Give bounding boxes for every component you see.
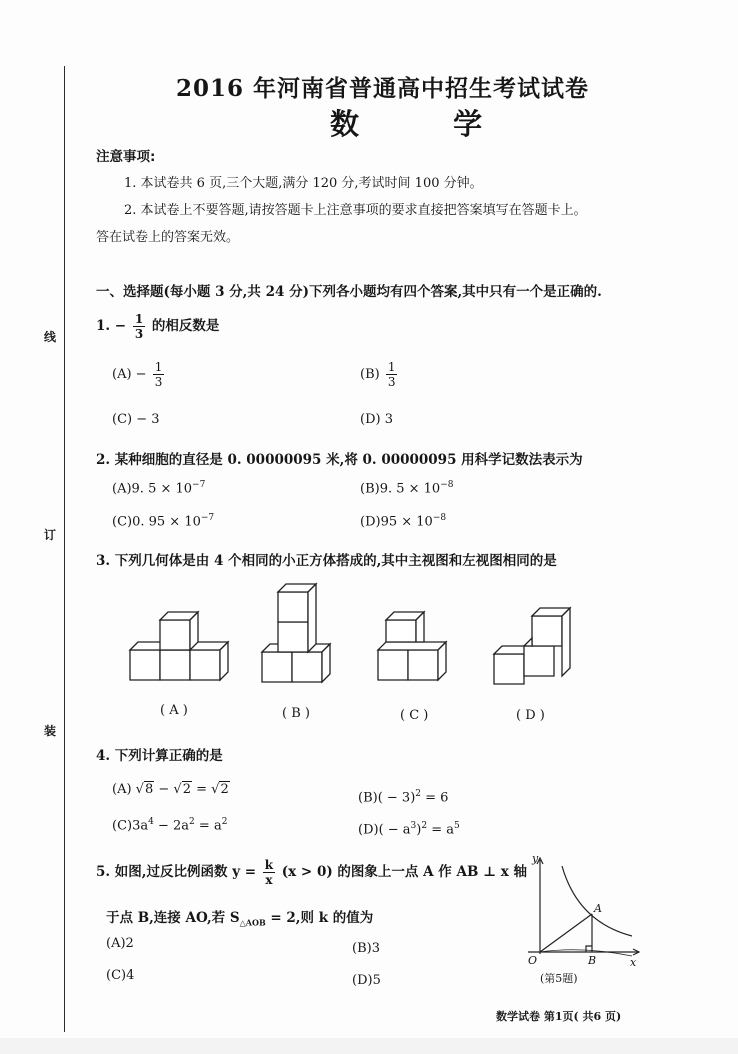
q1-option-a: (A) − $\frac{1}{3}$ bbox=[112, 360, 163, 389]
q3-label-a: ( A ) bbox=[160, 703, 188, 718]
q1-option-c: (C) − 3 bbox=[112, 412, 160, 427]
cube-figure-b bbox=[262, 584, 330, 682]
q3-label-b: ( B ) bbox=[282, 706, 310, 721]
cube-figure-a bbox=[130, 612, 228, 680]
q5-figure bbox=[522, 852, 652, 972]
q5-figure-caption: (第5题) bbox=[540, 972, 578, 985]
cube-figure-c bbox=[378, 612, 446, 680]
notes-item-2: 2. 本试卷上不要答题,请按答题卡上注意事项的要求直接把答案填写在答题卡上。 bbox=[124, 203, 587, 218]
question-1-stem: 1. − $\frac{1}{3}$ 的相反数是 bbox=[96, 312, 220, 341]
q5-option-b: (B)3 bbox=[352, 941, 380, 956]
q5-label-x: x bbox=[630, 956, 637, 969]
q2-option-d: $(D)95 \times 10^{-8}$ bbox=[360, 513, 447, 530]
q1-option-b: (B) $\frac{1}{3}$ bbox=[360, 360, 396, 389]
q5-label-a: A bbox=[594, 902, 602, 915]
q5-label-b: B bbox=[588, 954, 597, 967]
q4-option-a: (A) √8 − √2 = √2 bbox=[112, 782, 229, 797]
q5-option-c: (C)4 bbox=[106, 968, 135, 983]
q3-label-d: ( D ) bbox=[516, 708, 545, 723]
q2-option-b: (B)9. $5 \times 10^{-8}$ bbox=[360, 480, 454, 497]
q5-segment-ao bbox=[540, 914, 592, 952]
notes-item-1: 1. 本试卷共 6 页,三个大题,满分 120 分,考试时间 100 分钟。 bbox=[124, 176, 483, 191]
q3-cube-figures bbox=[120, 580, 620, 690]
binding-line bbox=[64, 66, 65, 1032]
q1-fraction: $\frac{1}{3}$ bbox=[134, 312, 144, 341]
binding-char-ding: 订 bbox=[40, 526, 60, 544]
exam-title: 2016 年河南省普通高中招生考试试卷 bbox=[176, 75, 590, 102]
q5-right-angle bbox=[586, 946, 592, 952]
section-1-heading: 一、选择题(每小题 3 分,共 24 分)下列各小题均有四个答案,其中只有一个是正确的. bbox=[96, 284, 602, 300]
notes-heading: 注意事项: bbox=[96, 149, 156, 165]
q5-label-o: O bbox=[528, 954, 538, 967]
q4-option-c: $(C)3a^4 - 2a^2 = a^2$ bbox=[112, 817, 228, 834]
q5-label-y: y bbox=[532, 852, 539, 865]
question-2-stem: 2. 某种细胞的直径是 0. 00000095 米,将 0. 00000095 用科学记数法表示为 bbox=[96, 452, 583, 468]
cube-figure-d bbox=[494, 608, 570, 684]
q3-label-c: ( C ) bbox=[400, 708, 429, 723]
q5-option-d: (D)5 bbox=[352, 973, 381, 988]
q1-option-d: (D) 3 bbox=[360, 412, 393, 427]
binding-char-zhuang: 装 bbox=[40, 722, 60, 740]
question-4-stem: 4. 下列计算正确的是 bbox=[96, 748, 223, 764]
q2-option-a: (A)9. $5 \times 10^{-7}$ bbox=[112, 480, 206, 497]
q4-option-b: $(B)( - 3)^2 = 6$ bbox=[358, 789, 449, 806]
binding-char-xian: 线 bbox=[40, 328, 60, 346]
page-footer: 数学试卷 第1页( 共6 页) bbox=[496, 1010, 622, 1023]
q4-option-d: $(D)( - a^3)^2 = a^5$ bbox=[358, 821, 460, 838]
question-5-stem: 5. 如图,过反比例函数 y = $\frac{k}{x}$ (x > 0) 的图象上一点 A 作 AB ⊥ x 轴 bbox=[96, 858, 527, 887]
question-5-stem-cont: 于点 B,连接 AO,若 $S_{\triangle AOB} = 2$,则 k 的值为 bbox=[106, 910, 374, 928]
subject-title: 数 学 bbox=[330, 107, 525, 141]
q5-option-a: (A)2 bbox=[106, 936, 134, 951]
q5-hyperbola bbox=[562, 866, 632, 936]
notes-item-2-cont: 答在试卷上的答案无效。 bbox=[96, 230, 240, 245]
q2-option-c: (C)0. $95 \times 10^{-7}$ bbox=[112, 513, 215, 530]
question-3-stem: 3. 下列几何体是由 4 个相同的小正方体搭成的,其中主视图和左视图相同的是 bbox=[96, 553, 557, 569]
